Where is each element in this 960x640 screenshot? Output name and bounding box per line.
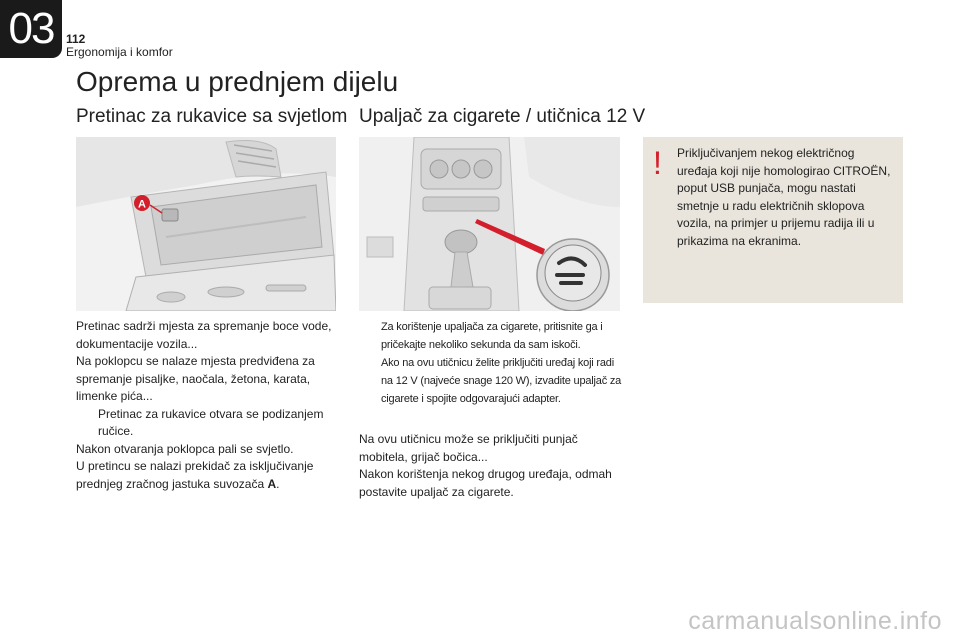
lighter-bullets: [359, 318, 623, 408]
paragraph: Nakon korištenja nekog drugog uređaja, odmah postavite upaljač za cigarete.: [359, 467, 612, 499]
glovebox-photo: [76, 137, 336, 311]
lighter-photo: [359, 137, 620, 311]
bullet-icon: [359, 354, 381, 408]
bullet-icon: [76, 406, 98, 441]
photo-label-a: A: [138, 198, 146, 211]
lighter-illustration: [359, 137, 620, 311]
bullet-text: Za korištenje upaljača za cigarete, pritisnite ga i pričekajte nekoliko sekunda da sam iskoči.: [381, 321, 603, 351]
lighter-title: Upaljač za cigarete / utičnica 12 V: [359, 106, 646, 127]
bullet-text: Pretinac za rukavice otvara se podizanjem ručice.: [98, 406, 324, 438]
section-name: Ergonomija i komfor: [66, 45, 173, 59]
bullet-text: Ako na ovu utičnicu želite priključiti uređaj koji radi na 12 V (najveće snage 120 W), izvadite upaljač za cigarete i spojite odgovarajući adapter.: [381, 357, 622, 405]
paragraph: Pretinac sadrži mjesta za spremanje boce vode, dokumentacije vozila...: [76, 319, 332, 351]
watermark: carmanualsonline.info: [688, 607, 942, 635]
glovebox-illustration: [76, 137, 336, 311]
paragraph: U pretincu se nalazi prekidač za isključivanje prednjeg zračnog jastuka suvozača A.: [76, 459, 314, 491]
page-title: Oprema u prednjem dijelu: [76, 66, 399, 97]
chapter-tab: [0, 0, 62, 58]
bold-label: A: [267, 476, 277, 491]
lighter-text: [359, 431, 627, 501]
glovebox-text: [76, 318, 338, 493]
paragraph: Na ovu utičnicu može se priključiti punjač mobitela, grijač bočica...: [359, 432, 578, 464]
warning-text: Priključivanjem nekog električnog uređaja koji nije homologirao CITROËN, poput USB punjača, mogu nastati smetnje u radu električnih sklopova vozila, na primjer u prijemu radija ili u prikazima na ekranima.: [677, 146, 891, 248]
bullet-item: [359, 354, 623, 408]
paragraph: Na poklopcu se nalaze mjesta predviđena za spremanje pisaljke, naočala, žetona, karata, limenke pića...: [76, 354, 315, 403]
bullet-item: [359, 318, 623, 354]
warning-box: [643, 137, 903, 303]
warning-icon: !: [653, 145, 662, 181]
chapter-number: 03: [8, 4, 54, 53]
paragraph: Nakon otvaranja poklopca pali se svjetlo.: [76, 441, 294, 456]
bullet-icon: [359, 318, 381, 354]
page-number: 112: [66, 32, 86, 46]
glovebox-title: Pretinac za rukavice sa svjetlom: [76, 106, 348, 127]
bullet-item: [76, 406, 338, 441]
